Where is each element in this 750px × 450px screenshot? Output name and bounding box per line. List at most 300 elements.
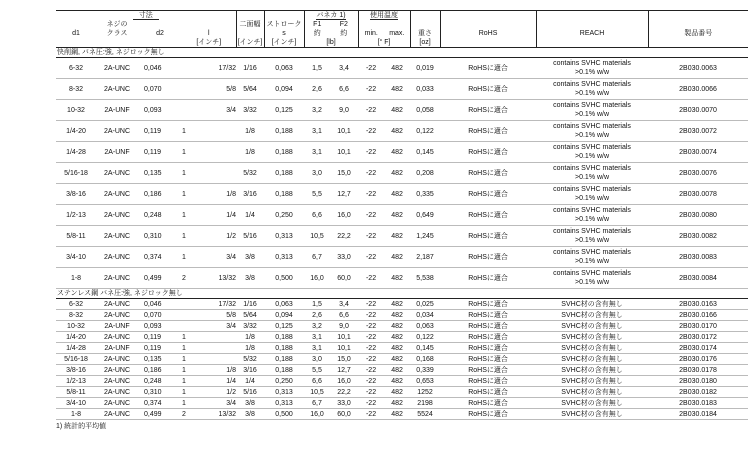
cell-rohs: RoHSに適合 xyxy=(440,409,536,420)
cell-temp-min: -22 xyxy=(358,332,384,343)
cell-stroke: 0,313 xyxy=(264,387,304,398)
table-row xyxy=(56,79,748,100)
cell-weight: 0,168 xyxy=(410,354,440,365)
cell-d2: 0,310 xyxy=(138,387,182,398)
cell-part-number: 2B030.0170 xyxy=(648,321,748,332)
cell-f1: 5,5 xyxy=(304,365,330,376)
cell-reach: SVHC材の含有無し xyxy=(536,387,648,398)
table-row xyxy=(56,268,748,289)
cell-width-across-flats: 1/16 xyxy=(236,299,264,310)
cell-d1: 1/4-28 xyxy=(56,142,96,163)
cell-rohs: RoHSに適合 xyxy=(440,226,536,247)
cell-class: 2A-UNF xyxy=(96,343,138,354)
header-spring-unit: [lb] xyxy=(304,38,358,48)
cell-width-across-flats: 3/16 xyxy=(236,365,264,376)
cell-stroke: 0,094 xyxy=(264,79,304,100)
table-row xyxy=(56,142,748,163)
cell-class: 2A-UNC xyxy=(96,387,138,398)
header-class-2: クラス xyxy=(106,30,128,37)
cell-temp-min: -22 xyxy=(358,268,384,289)
table-row xyxy=(56,58,748,79)
cell-temp-min: -22 xyxy=(358,299,384,310)
table-row xyxy=(56,354,748,365)
cell-stroke: 0,063 xyxy=(264,299,304,310)
cell-temp-max: 482 xyxy=(384,205,410,226)
cell-d2: 0,248 xyxy=(138,205,182,226)
cell-stroke: 0,094 xyxy=(264,310,304,321)
section-title: 快削鋼, バネ圧:強, ネジロック無し xyxy=(56,48,748,58)
cell-f2: 22,2 xyxy=(330,226,358,247)
header-rohs: RoHS xyxy=(440,29,536,38)
cell-part-number: 2B030.0080 xyxy=(648,205,748,226)
cell-d1: 6-32 xyxy=(56,299,96,310)
cell-width-across-flats: 3/8 xyxy=(236,398,264,409)
cell-f2: 33,0 xyxy=(330,398,358,409)
cell-l-fraction: 1/4 xyxy=(196,376,236,387)
cell-d1: 3/8-16 xyxy=(56,365,96,376)
header-f2-1: F2 xyxy=(339,21,348,28)
cell-stroke: 0,188 xyxy=(264,163,304,184)
cell-d1: 3/8-16 xyxy=(56,184,96,205)
cell-temp-min: -22 xyxy=(358,343,384,354)
cell-l-whole: 1 xyxy=(182,205,196,226)
cell-d2: 0,499 xyxy=(138,409,182,420)
cell-f2: 9,0 xyxy=(330,321,358,332)
table-row xyxy=(56,205,748,226)
cell-part-number: 2B030.0178 xyxy=(648,365,748,376)
reach-line-2: >0.1% w/w xyxy=(575,69,610,76)
cell-width-across-flats: 5/32 xyxy=(236,163,264,184)
cell-rohs: RoHSに適合 xyxy=(440,163,536,184)
cell-l-whole: 2 xyxy=(182,268,196,289)
cell-f1: 3,1 xyxy=(304,121,330,142)
cell-class: 2A-UNF xyxy=(96,100,138,121)
cell-l-whole: 1 xyxy=(182,226,196,247)
cell-reach: SVHC材の含有無し xyxy=(536,332,648,343)
cell-temp-max: 482 xyxy=(384,343,410,354)
cell-class: 2A-UNC xyxy=(96,226,138,247)
cell-f1: 3,2 xyxy=(304,321,330,332)
cell-f2: 10,1 xyxy=(330,332,358,343)
cell-d1: 3/4-10 xyxy=(56,247,96,268)
cell-reach xyxy=(536,184,648,205)
reach-line-1: contains SVHC materials xyxy=(553,123,631,130)
cell-l-fraction: 5/8 xyxy=(196,79,236,100)
cell-weight: 5524 xyxy=(410,409,440,420)
cell-part-number: 2B030.0066 xyxy=(648,79,748,100)
cell-d2: 0,374 xyxy=(138,247,182,268)
cell-f1: 3,2 xyxy=(304,100,330,121)
cell-f2: 12,7 xyxy=(330,184,358,205)
cell-l-whole: 1 xyxy=(182,398,196,409)
table-row xyxy=(56,365,748,376)
cell-rohs: RoHSに適合 xyxy=(440,299,536,310)
table-row xyxy=(56,184,748,205)
table-row xyxy=(56,409,748,420)
cell-width-across-flats: 3/8 xyxy=(236,268,264,289)
cell-l-fraction xyxy=(196,332,236,343)
cell-f2: 9,0 xyxy=(330,100,358,121)
cell-l-whole: 1 xyxy=(182,387,196,398)
cell-temp-min: -22 xyxy=(358,142,384,163)
reach-line-2: >0.1% w/w xyxy=(575,216,610,223)
cell-f1: 1,5 xyxy=(304,299,330,310)
header-stroke-unit: [インチ] xyxy=(264,38,304,48)
cell-d2: 0,093 xyxy=(138,100,182,121)
cell-d2: 0,135 xyxy=(138,354,182,365)
cell-l-fraction: 1/2 xyxy=(196,387,236,398)
cell-temp-min: -22 xyxy=(358,376,384,387)
cell-temp-min: -22 xyxy=(358,163,384,184)
cell-reach xyxy=(536,268,648,289)
cell-part-number: 2B030.0082 xyxy=(648,226,748,247)
cell-d2: 0,499 xyxy=(138,268,182,289)
reach-line-1: contains SVHC materials xyxy=(553,249,631,256)
cell-d1: 8-32 xyxy=(56,79,96,100)
cell-d1: 10-32 xyxy=(56,321,96,332)
cell-f2: 60,0 xyxy=(330,268,358,289)
cell-stroke: 0,313 xyxy=(264,247,304,268)
cell-d2: 0,119 xyxy=(138,121,182,142)
cell-rohs: RoHSに適合 xyxy=(440,184,536,205)
cell-l-fraction: 17/32 xyxy=(196,58,236,79)
cell-temp-max: 482 xyxy=(384,365,410,376)
cell-d1: 1/2-13 xyxy=(56,205,96,226)
cell-weight: 0,208 xyxy=(410,163,440,184)
cell-temp-min: -22 xyxy=(358,205,384,226)
cell-rohs: RoHSに適合 xyxy=(440,321,536,332)
reach-line-1: contains SVHC materials xyxy=(553,144,631,151)
table-row xyxy=(56,343,748,354)
reach-line-2: >0.1% w/w xyxy=(575,279,610,286)
cell-l-fraction: 1/8 xyxy=(196,365,236,376)
cell-reach xyxy=(536,205,648,226)
cell-class: 2A-UNC xyxy=(96,58,138,79)
cell-width-across-flats: 1/8 xyxy=(236,343,264,354)
cell-d2: 0,186 xyxy=(138,365,182,376)
header-tmax: max. xyxy=(389,30,405,37)
cell-width-across-flats: 5/16 xyxy=(236,387,264,398)
cell-part-number: 2B030.0174 xyxy=(648,343,748,354)
cell-temp-min: -22 xyxy=(358,247,384,268)
cell-reach xyxy=(536,79,648,100)
cell-temp-min: -22 xyxy=(358,354,384,365)
cell-class: 2A-UNC xyxy=(96,205,138,226)
cell-width-across-flats: 1/8 xyxy=(236,332,264,343)
cell-part-number: 2B030.0176 xyxy=(648,354,748,365)
cell-weight: 0,339 xyxy=(410,365,440,376)
cell-part-number: 2B030.0074 xyxy=(648,142,748,163)
cell-reach: SVHC材の含有無し xyxy=(536,398,648,409)
cell-d1: 5/16-18 xyxy=(56,163,96,184)
cell-f1: 10,5 xyxy=(304,387,330,398)
cell-part-number: 2B030.0172 xyxy=(648,332,748,343)
cell-stroke: 0,188 xyxy=(264,184,304,205)
cell-temp-max: 482 xyxy=(384,268,410,289)
cell-temp-min: -22 xyxy=(358,58,384,79)
cell-weight: 1252 xyxy=(410,387,440,398)
table-header xyxy=(56,11,748,48)
cell-weight: 2,187 xyxy=(410,247,440,268)
spec-table-container xyxy=(56,10,748,431)
cell-l-whole xyxy=(182,299,196,310)
cell-f1: 6,7 xyxy=(304,247,330,268)
table-row xyxy=(56,299,748,310)
cell-reach xyxy=(536,163,648,184)
cell-class: 2A-UNC xyxy=(96,247,138,268)
cell-temp-max: 482 xyxy=(384,354,410,365)
cell-l-whole: 1 xyxy=(182,376,196,387)
header-d1: d1 xyxy=(72,30,80,37)
cell-f1: 6,7 xyxy=(304,398,330,409)
cell-temp-max: 482 xyxy=(384,398,410,409)
cell-rohs: RoHSに適合 xyxy=(440,121,536,142)
cell-part-number: 2B030.0076 xyxy=(648,163,748,184)
cell-rohs: RoHSに適合 xyxy=(440,268,536,289)
cell-f2: 15,0 xyxy=(330,163,358,184)
cell-width-across-flats: 1/8 xyxy=(236,142,264,163)
reach-line-1: contains SVHC materials xyxy=(553,102,631,109)
header-stroke-2: s xyxy=(264,29,304,38)
cell-part-number: 2B030.0084 xyxy=(648,268,748,289)
cell-weight: 0,335 xyxy=(410,184,440,205)
reach-line-1: contains SVHC materials xyxy=(553,186,631,193)
reach-line-2: >0.1% w/w xyxy=(575,237,610,244)
cell-temp-min: -22 xyxy=(358,100,384,121)
cell-f1: 2,6 xyxy=(304,310,330,321)
cell-l-fraction: 3/4 xyxy=(196,247,236,268)
cell-reach: SVHC材の含有無し xyxy=(536,321,648,332)
cell-class: 2A-UNC xyxy=(96,79,138,100)
cell-class: 2A-UNF xyxy=(96,142,138,163)
cell-class: 2A-UNC xyxy=(96,365,138,376)
cell-f1: 10,5 xyxy=(304,226,330,247)
cell-part-number: 2B030.0078 xyxy=(648,184,748,205)
cell-f2: 6,6 xyxy=(330,310,358,321)
header-f2-2: 約 xyxy=(340,30,348,37)
cell-width-across-flats: 5/64 xyxy=(236,79,264,100)
cell-f2: 10,1 xyxy=(330,121,358,142)
cell-temp-min: -22 xyxy=(358,365,384,376)
cell-temp-min: -22 xyxy=(358,79,384,100)
cell-f1: 5,5 xyxy=(304,184,330,205)
cell-stroke: 0,313 xyxy=(264,398,304,409)
cell-l-whole: 1 xyxy=(182,354,196,365)
cell-l-fraction xyxy=(196,121,236,142)
cell-l-whole: 1 xyxy=(182,121,196,142)
cell-class: 2A-UNC xyxy=(96,354,138,365)
cell-l-fraction: 13/32 xyxy=(196,409,236,420)
cell-temp-max: 482 xyxy=(384,310,410,321)
cell-part-number: 2B030.0180 xyxy=(648,376,748,387)
cell-part-number: 2B030.0070 xyxy=(648,100,748,121)
cell-reach: SVHC材の含有無し xyxy=(536,376,648,387)
table-row xyxy=(56,321,748,332)
cell-d2: 0,070 xyxy=(138,310,182,321)
cell-rohs: RoHSに適合 xyxy=(440,365,536,376)
cell-part-number: 2B030.0183 xyxy=(648,398,748,409)
cell-f2: 22,2 xyxy=(330,387,358,398)
table-row xyxy=(56,332,748,343)
cell-stroke: 0,313 xyxy=(264,226,304,247)
cell-class: 2A-UNC xyxy=(96,121,138,142)
cell-stroke: 0,250 xyxy=(264,376,304,387)
cell-f2: 15,0 xyxy=(330,354,358,365)
cell-class: 2A-UNC xyxy=(96,398,138,409)
cell-stroke: 0,188 xyxy=(264,142,304,163)
cell-width-across-flats: 3/32 xyxy=(236,321,264,332)
cell-width-across-flats: 5/64 xyxy=(236,310,264,321)
cell-d2: 0,119 xyxy=(138,142,182,163)
header-class-1: ネジの xyxy=(106,21,128,28)
cell-l-fraction: 1/4 xyxy=(196,205,236,226)
cell-d1: 5/8-11 xyxy=(56,387,96,398)
cell-d1: 1-8 xyxy=(56,268,96,289)
cell-reach xyxy=(536,100,648,121)
table-row xyxy=(56,247,748,268)
cell-width-across-flats: 3/16 xyxy=(236,184,264,205)
cell-f1: 3,1 xyxy=(304,343,330,354)
cell-width-across-flats: 3/32 xyxy=(236,100,264,121)
cell-weight: 0,653 xyxy=(410,376,440,387)
cell-temp-max: 482 xyxy=(384,387,410,398)
cell-class: 2A-UNC xyxy=(96,409,138,420)
header-stroke xyxy=(264,11,304,21)
cell-width-across-flats: 3/8 xyxy=(236,409,264,420)
cell-f2: 60,0 xyxy=(330,409,358,420)
cell-f2: 16,0 xyxy=(330,205,358,226)
cell-part-number: 2B030.0072 xyxy=(648,121,748,142)
cell-rohs: RoHSに適合 xyxy=(440,247,536,268)
cell-l-whole: 1 xyxy=(182,365,196,376)
cell-rohs: RoHSに適合 xyxy=(440,354,536,365)
cell-l-fraction xyxy=(196,163,236,184)
cell-temp-min: -22 xyxy=(358,321,384,332)
header-stroke-1: ストローク xyxy=(264,20,304,29)
cell-f1: 16,0 xyxy=(304,409,330,420)
cell-reach xyxy=(536,142,648,163)
cell-class: 2A-UNC xyxy=(96,376,138,387)
cell-f1: 6,6 xyxy=(304,376,330,387)
cell-d1: 10-32 xyxy=(56,100,96,121)
header-weight: 重さ xyxy=(410,29,440,38)
cell-d2: 0,310 xyxy=(138,226,182,247)
cell-temp-max: 482 xyxy=(384,121,410,142)
cell-stroke: 0,250 xyxy=(264,205,304,226)
cell-l-fraction: 5/8 xyxy=(196,310,236,321)
cell-width-across-flats: 5/16 xyxy=(236,226,264,247)
cell-d2: 0,119 xyxy=(138,343,182,354)
cell-d2: 0,374 xyxy=(138,398,182,409)
reach-line-2: >0.1% w/w xyxy=(575,132,610,139)
cell-rohs: RoHSに適合 xyxy=(440,387,536,398)
table-row xyxy=(56,121,748,142)
footnote: 1) 統計的平均値 xyxy=(56,423,107,430)
cell-weight: 0,058 xyxy=(410,100,440,121)
cell-temp-max: 482 xyxy=(384,332,410,343)
cell-rohs: RoHSに適合 xyxy=(440,58,536,79)
cell-weight: 0,122 xyxy=(410,121,440,142)
cell-f2: 6,6 xyxy=(330,79,358,100)
reach-line-2: >0.1% w/w xyxy=(575,90,610,97)
table-row xyxy=(56,398,748,409)
cell-temp-max: 482 xyxy=(384,226,410,247)
cell-f1: 3,1 xyxy=(304,332,330,343)
cell-f2: 16,0 xyxy=(330,376,358,387)
cell-weight: 0,019 xyxy=(410,58,440,79)
cell-d1: 6-32 xyxy=(56,58,96,79)
cell-d2: 0,046 xyxy=(138,299,182,310)
cell-l-whole: 1 xyxy=(182,343,196,354)
cell-temp-min: -22 xyxy=(358,398,384,409)
cell-l-fraction: 3/4 xyxy=(196,398,236,409)
cell-rohs: RoHSに適合 xyxy=(440,343,536,354)
header-nimen-label: 二面幅 xyxy=(236,20,264,29)
reach-line-1: contains SVHC materials xyxy=(553,165,631,172)
cell-weight: 0,145 xyxy=(410,142,440,163)
cell-class: 2A-UNC xyxy=(96,310,138,321)
reach-line-1: contains SVHC materials xyxy=(553,270,631,277)
cell-weight: 0,145 xyxy=(410,343,440,354)
cell-stroke: 0,188 xyxy=(264,354,304,365)
reach-line-2: >0.1% w/w xyxy=(575,258,610,265)
cell-f2: 3,4 xyxy=(330,58,358,79)
cell-d2: 0,135 xyxy=(138,163,182,184)
cell-class: 2A-UNC xyxy=(96,332,138,343)
cell-stroke: 0,500 xyxy=(264,268,304,289)
cell-width-across-flats: 3/8 xyxy=(236,247,264,268)
cell-l-whole: 1 xyxy=(182,184,196,205)
cell-f1: 1,5 xyxy=(304,58,330,79)
cell-reach: SVHC材の含有無し xyxy=(536,299,648,310)
cell-rohs: RoHSに適合 xyxy=(440,310,536,321)
cell-f2: 12,7 xyxy=(330,365,358,376)
header-l-unit: [インチ] xyxy=(182,38,236,48)
cell-d1: 1/4-28 xyxy=(56,343,96,354)
cell-part-number: 2B030.0163 xyxy=(648,299,748,310)
cell-d1: 1/2-13 xyxy=(56,376,96,387)
header-d1-blank xyxy=(56,20,96,29)
cell-d2: 0,186 xyxy=(138,184,182,205)
cell-f1: 16,0 xyxy=(304,268,330,289)
cell-temp-min: -22 xyxy=(358,387,384,398)
cell-d2: 0,093 xyxy=(138,321,182,332)
cell-d2: 0,070 xyxy=(138,79,182,100)
header-f1-1: F1 xyxy=(304,20,330,29)
header-nimen-unit: [インチ] xyxy=(237,39,263,46)
cell-d2: 0,046 xyxy=(138,58,182,79)
table-row xyxy=(56,387,748,398)
cell-temp-min: -22 xyxy=(358,121,384,142)
header-f1-2: 約 xyxy=(304,29,330,38)
cell-l-whole: 1 xyxy=(182,332,196,343)
cell-f1: 6,6 xyxy=(304,205,330,226)
cell-l-fraction xyxy=(196,343,236,354)
header-spring: バネカ 1) xyxy=(304,11,358,21)
cell-rohs: RoHSに適合 xyxy=(440,376,536,387)
cell-l-whole xyxy=(182,100,196,121)
cell-width-across-flats: 5/32 xyxy=(236,354,264,365)
cell-l-whole xyxy=(182,310,196,321)
table-row xyxy=(56,226,748,247)
cell-weight: 0,122 xyxy=(410,332,440,343)
cell-weight: 0,649 xyxy=(410,205,440,226)
cell-class: 2A-UNC xyxy=(96,299,138,310)
cell-temp-max: 482 xyxy=(384,299,410,310)
cell-width-across-flats: 1/8 xyxy=(236,121,264,142)
cell-reach xyxy=(536,226,648,247)
cell-l-fraction xyxy=(196,142,236,163)
